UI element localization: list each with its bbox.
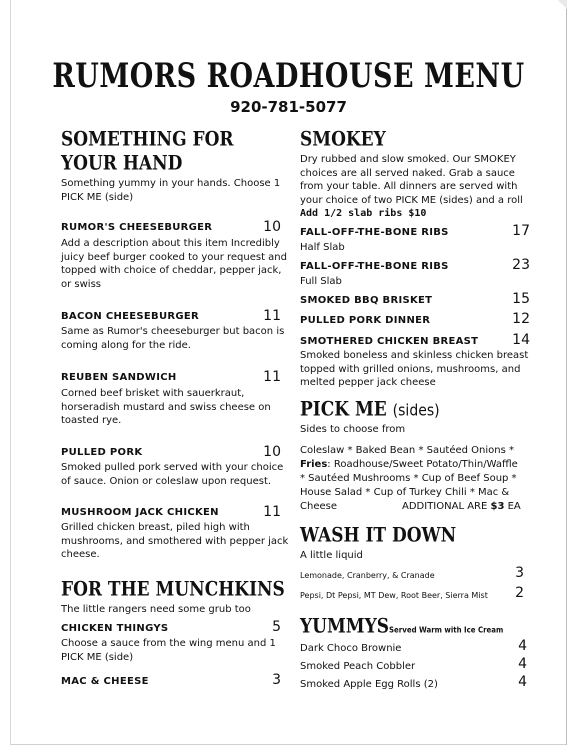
sides-last-item: Cheese bbox=[300, 501, 337, 512]
menu-item-price: 5 bbox=[272, 619, 281, 635]
menu-item-name: FALL-OFF-THE-BONE RIBS bbox=[300, 227, 449, 238]
menu-item-name: SMOTHERED CHICKEN BREAST bbox=[300, 336, 479, 347]
menu-item-price: 11 bbox=[263, 369, 281, 385]
section-intro-munchkins: The little rangers need some grub too bbox=[61, 604, 251, 615]
sides-line: Coleslaw * Baked Bean * Sautéed Onions * bbox=[300, 445, 515, 456]
sides-line-additional bbox=[300, 500, 535, 514]
additional-price: $3 bbox=[490, 501, 505, 512]
section-heading-pickme bbox=[300, 398, 440, 423]
menu-item-name: FALL-OFF-THE-BONE RIBS bbox=[300, 261, 449, 272]
menu-item-name: MUSHROOM JACK CHICKEN bbox=[61, 507, 219, 518]
section-heading-smokey: SMOKEY bbox=[300, 128, 386, 151]
menu-item-price: 11 bbox=[263, 504, 281, 520]
sides-line: House Salad * Cup of Turkey Chili * Mac & bbox=[300, 487, 510, 498]
section-intro-smokey: Dry rubbed and slow smoked. Our SMOKEY choices are all served naked. Grab a sauce from your table. All dinners are served with your choice of two PICK ME (sides) and a roll bbox=[300, 154, 523, 206]
menu-item-name: SMOKED BBQ BRISKET bbox=[300, 295, 433, 306]
fries-options: : Roadhouse/Sweet Potato/Thin/Waffle bbox=[327, 459, 518, 470]
section-heading-munchkins: FOR THE MUNCHKINS bbox=[61, 578, 285, 601]
menu-item-name: REUBEN SANDWICH bbox=[61, 372, 177, 383]
dessert-item-name: Dark Choco Brownie bbox=[300, 643, 402, 654]
additional-sides-note bbox=[402, 500, 521, 514]
menu-item-price: 23 bbox=[512, 257, 530, 273]
fries-label: Fries bbox=[300, 459, 328, 470]
menu-item-desc: Choose a sauce from the wing menu and 1 PICK ME (side) bbox=[61, 638, 276, 663]
dessert-item-name: Smoked Peach Cobbler bbox=[300, 661, 416, 672]
section-heading-yummys bbox=[300, 615, 503, 643]
menu-item-price: 3 bbox=[272, 672, 281, 688]
menu-item-desc: Smoked boneless and skinless chicken breast topped with grilled onions, mushrooms, and melted pepper jack cheese bbox=[300, 350, 529, 388]
phone-number: 920-781-5077 bbox=[230, 98, 347, 116]
menu-item-price: 10 bbox=[263, 444, 281, 460]
menu-item-name: RUMOR'S CHEESEBURGER bbox=[61, 222, 213, 233]
menu-item-name: CHICKEN THINGYS bbox=[61, 623, 169, 634]
menu-item-price: 15 bbox=[512, 291, 530, 307]
menu-item-price: 17 bbox=[512, 223, 530, 239]
menu-item-price: 11 bbox=[263, 308, 281, 324]
yummys-note: Served Warm with Ice Cream bbox=[389, 625, 504, 635]
menu-item-name: MAC & CHEESE bbox=[61, 676, 149, 687]
section-intro-pickme: Sides to choose from bbox=[300, 424, 406, 435]
menu-title: RUMORS ROADHOUSE MENU bbox=[52, 57, 525, 96]
menu-item-price: 10 bbox=[263, 219, 281, 235]
menu-item-name: PULLED PORK DINNER bbox=[300, 315, 431, 326]
section-heading-hand: SOMETHING FOR YOUR HAND bbox=[61, 128, 234, 176]
pickme-title: PICK ME bbox=[300, 398, 387, 421]
dessert-item-price: 4 bbox=[518, 674, 527, 690]
ribs-addon: Add 1/2 slab ribs $10 bbox=[300, 208, 427, 219]
menu-item-desc: Full Slab bbox=[300, 276, 342, 287]
menu-item-desc: Same as Rumor's cheeseburger but bacon is coming along for the ride. bbox=[61, 326, 285, 351]
menu-item-price: 12 bbox=[512, 311, 530, 327]
drink-item-price: 3 bbox=[515, 565, 524, 581]
sides-line: * Sautéed Mushrooms * Cup of Beef Soup * bbox=[300, 473, 517, 484]
menu-item-price: 14 bbox=[512, 332, 530, 348]
drink-item-price: 2 bbox=[515, 585, 524, 601]
section-heading-wash: WASH IT DOWN bbox=[300, 524, 457, 547]
document-page bbox=[10, 0, 567, 745]
drink-item-name: Pepsi, Dt Pepsi, MT Dew, Root Beer, Sierra Mist bbox=[300, 591, 488, 600]
dessert-item-price: 4 bbox=[518, 656, 527, 672]
menu-item-desc: Half Slab bbox=[300, 242, 345, 253]
menu-item-name: PULLED PORK bbox=[61, 447, 143, 458]
sides-line-fries bbox=[300, 458, 518, 472]
menu-item-desc: Smoked pulled pork served with your choice of sauce. Onion or coleslaw upon request. bbox=[61, 462, 284, 487]
section-intro-hand: Something yummy in your hands. Choose 1 PICK ME (side) bbox=[61, 178, 281, 203]
menu-item-desc: Grilled chicken breast, piled high with mushrooms, and smothered with pepper jack cheese. bbox=[61, 522, 289, 560]
additional-label: ADDITIONAL ARE bbox=[402, 501, 488, 512]
menu-item-desc: Add a description about this item Incredibly juicy beef burger cooked to your request and topped with choice of cheddar, pepper jack, or swiss bbox=[61, 238, 287, 290]
yummys-title: YUMMYS bbox=[300, 615, 390, 638]
dessert-item-price: 4 bbox=[518, 638, 527, 654]
dessert-item-name: Smoked Apple Egg Rolls (2) bbox=[300, 679, 438, 690]
page-corner bbox=[558, 0, 567, 9]
drink-item-name: Lemonade, Cranberry, & Cranade bbox=[300, 571, 435, 580]
menu-item-desc: Corned beef brisket with sauerkraut, horseradish mustard and swiss cheese on toasted rye. bbox=[61, 388, 271, 426]
pickme-suffix: (sides) bbox=[392, 401, 440, 420]
additional-unit: EA bbox=[507, 501, 521, 512]
section-intro-wash: A little liquid bbox=[300, 550, 363, 561]
menu-item-name: BACON CHEESEBURGER bbox=[61, 311, 200, 322]
